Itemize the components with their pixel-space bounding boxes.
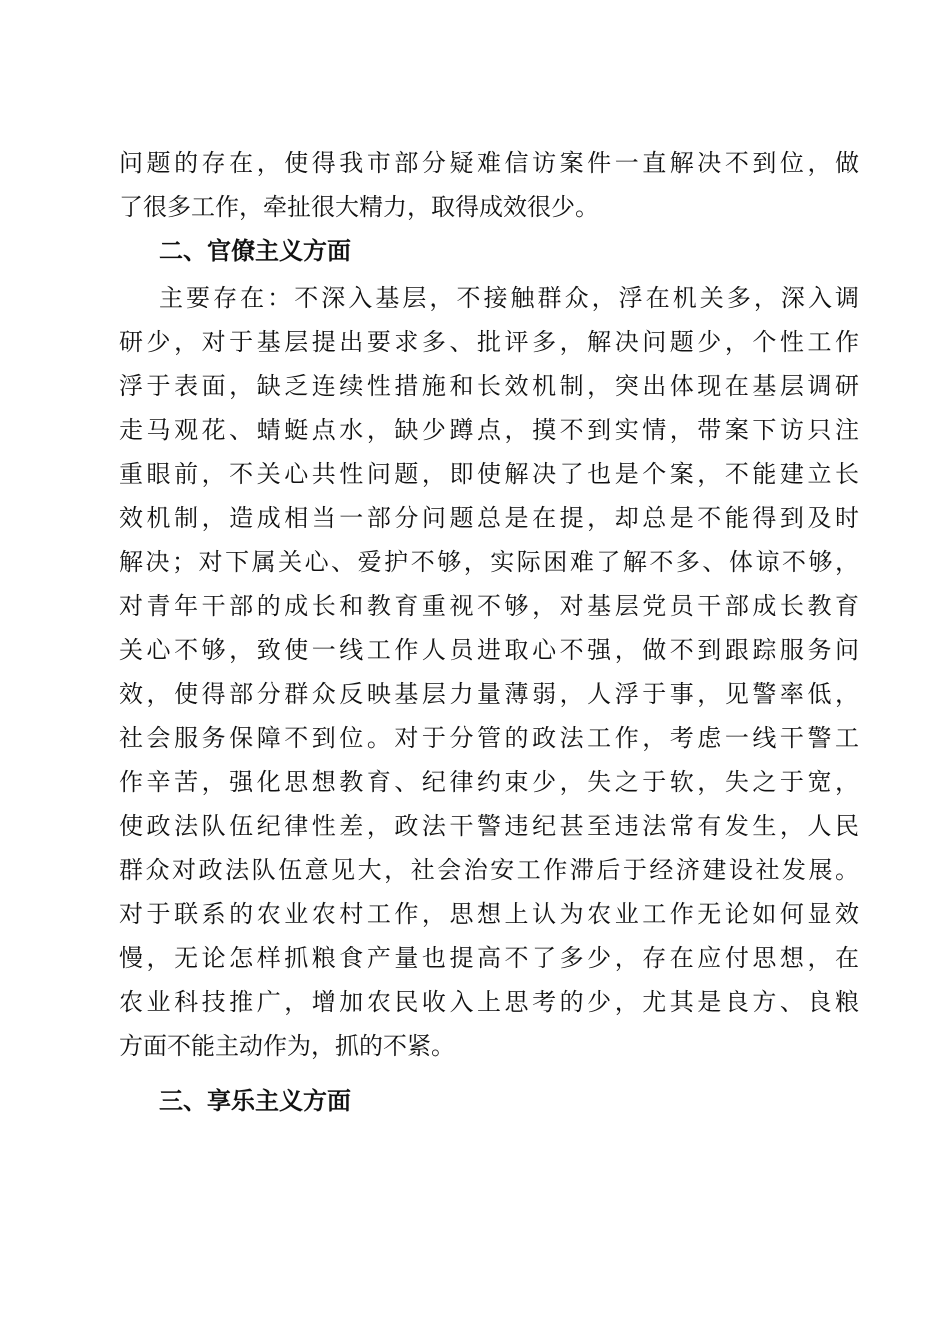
paragraph-line: 社会服务保障不到位。对于分管的政法工作，考虑一线干警工	[119, 724, 859, 752]
paragraph-line: 重眼前，不关心共性问题，即使解决了也是个案，不能建立长	[119, 460, 859, 488]
paragraph-line: 对青年干部的成长和教育重视不够，对基层党员干部成长教育	[119, 592, 859, 620]
paragraph-line: 浮于表面，缺乏连续性措施和长效机制，突出体现在基层调研	[119, 372, 859, 400]
paragraph-line: 问题的存在，使得我市部分疑难信访案件一直解决不到位，做	[119, 149, 859, 177]
paragraph-line: 效机制，造成相当一部分问题总是在提，却总是不能得到及时	[119, 504, 859, 532]
paragraph-line: 研少，对于基层提出要求多、批评多，解决问题少，个性工作	[119, 328, 859, 356]
paragraph-line: 群众对政法队伍意见大，社会治安工作滞后于经济建设社发展。	[119, 856, 859, 884]
paragraph-line: 农业科技推广，增加农民收入上思考的少，尤其是良方、良粮	[119, 988, 859, 1016]
paragraph-line: 了很多工作，牵扯很大精力，取得成效很少。	[119, 193, 599, 221]
paragraph-line: 主要存在：不深入基层，不接触群众，浮在机关多，深入调	[159, 284, 859, 312]
paragraph-line: 慢，无论怎样抓粮食产量也提高不了多少，存在应付思想，在	[119, 944, 859, 972]
paragraph-line: 解决；对下属关心、爱护不够，实际困难了解不多、体谅不够，	[119, 548, 859, 576]
paragraph-line: 效，使得部分群众反映基层力量薄弱，人浮于事，见警率低，	[119, 680, 859, 708]
paragraph-line: 方面不能主动作为，抓的不紧。	[119, 1032, 455, 1060]
section-heading-hedonism: 三、享乐主义方面	[159, 1087, 351, 1115]
paragraph-line: 对于联系的农业农村工作，思想上认为农业工作无论如何显效	[119, 900, 859, 928]
paragraph-line: 作辛苦，强化思想教育、纪律约束少，失之于软，失之于宽，	[119, 768, 859, 796]
paragraph-line: 走马观花、蜻蜓点水，缺少蹲点，摸不到实情，带案下访只注	[119, 416, 859, 444]
paragraph-line: 使政法队伍纪律性差，政法干警违纪甚至违法常有发生，人民	[119, 812, 859, 840]
section-heading-bureaucratism: 二、官僚主义方面	[159, 237, 351, 265]
paragraph-line: 关心不够，致使一线工作人员进取心不强，做不到跟踪服务问	[119, 636, 859, 664]
